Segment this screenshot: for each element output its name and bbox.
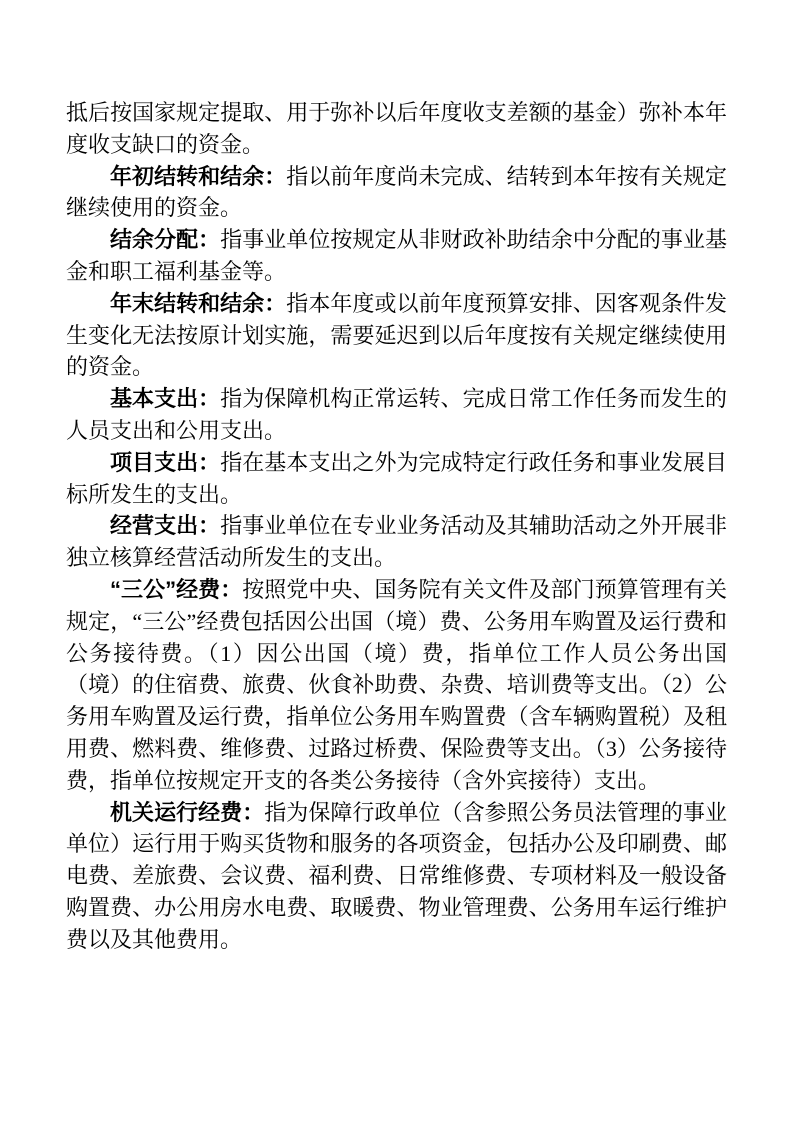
paragraph-body: 指事业单位按规定从非财政补助结余中分配的事业基金和职工福利基金等。 bbox=[66, 227, 727, 284]
paragraph bbox=[66, 574, 727, 797]
paragraph-body: 指事业单位在专业业务活动及其辅助活动之外开展非独立核算经营活动所发生的支出。 bbox=[66, 513, 727, 571]
paragraph-body: 指以前年度尚未完成、结转到本年按有关规定继续使用的资金。 bbox=[66, 163, 727, 221]
paragraph bbox=[66, 161, 727, 225]
paragraph-body: 按照党中央、国务院有关文件及部门预算管理有关规定，“三公”经费包括因公出国（境）费、公务用车购置及运行费和公务接待费。（1）因公出国（境）费，指单位工作人员公务出国（境）的住宿费、旅费、伙食补助费、杂费、培训费等支出。（2）公务用车购置及运行费，指单位公务用车购置费（含车辆购置税）及租用费、燃料费、维修费、过路过桥费、保险费等支出。（3）公务接待费，指单位按规定开支的各类公务接待（含外宾接待）支出。 bbox=[66, 576, 727, 793]
term-label: 机关运行经费： bbox=[110, 799, 265, 825]
term-label: 经营支出： bbox=[110, 513, 221, 539]
term-label: 年初结转和结余： bbox=[110, 163, 287, 189]
term-label: 年末结转和结余： bbox=[110, 290, 287, 316]
paragraph bbox=[66, 224, 727, 288]
paragraph bbox=[66, 97, 727, 161]
paragraph-body: 抵后按国家规定提取、用于弥补以后年度收支差额的基金）弥补本年度收支缺口的资金。 bbox=[66, 100, 727, 157]
paragraph bbox=[66, 797, 727, 956]
paragraph bbox=[66, 447, 727, 511]
term-label: 结余分配： bbox=[110, 227, 221, 253]
text-block bbox=[66, 97, 727, 956]
paragraph bbox=[66, 383, 727, 447]
term-label: “三公”经费： bbox=[110, 576, 243, 602]
paragraph-body: 指本年度或以前年度预算安排、因客观条件发生变化无法按原计划实施，需要延迟到以后年度按有关规定继续使用的资金。 bbox=[66, 290, 727, 380]
term-label: 基本支出： bbox=[110, 386, 221, 412]
term-label: 项目支出： bbox=[110, 449, 221, 475]
paragraph-body: 指为保障行政单位（含参照公务员法管理的事业单位）运行用于购买货物和服务的各项资金，包括办公及印刷费、邮电费、差旅费、会议费、福利费、日常维修费、专项材料及一般设备购置费、办公用房水电费、取暖费、物业管理费、公务用车运行维护费以及其他费用。 bbox=[66, 799, 727, 952]
paragraph bbox=[66, 510, 727, 574]
paragraph bbox=[66, 288, 727, 383]
paragraph-body: 指为保障机构正常运转、完成日常工作任务而发生的人员支出和公用支出。 bbox=[66, 386, 727, 443]
paragraph-body: 指在基本支出之外为完成特定行政任务和事业发展目标所发生的支出。 bbox=[66, 449, 727, 507]
